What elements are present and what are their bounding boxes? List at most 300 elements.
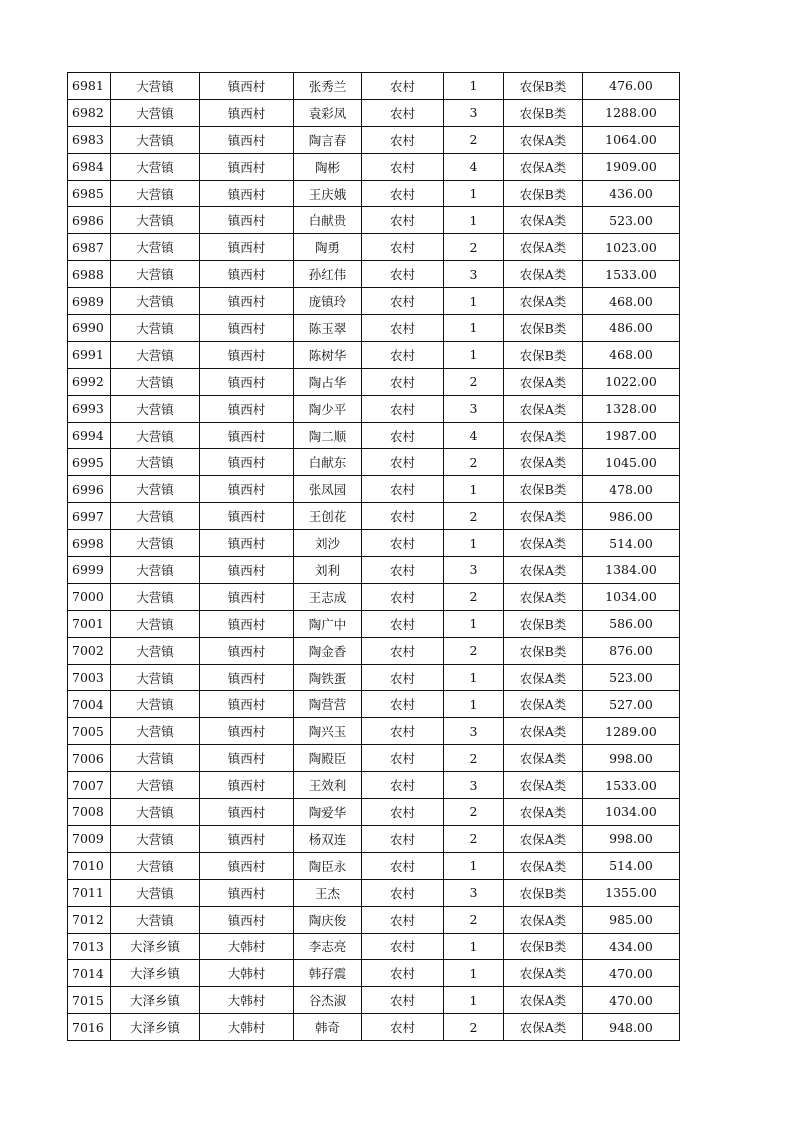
cell-amount: 1045.00 [583,449,680,476]
cell-town: 大营镇 [111,906,200,933]
cell-town: 大营镇 [111,583,200,610]
cell-village: 镇西村 [200,234,294,261]
table-row [68,637,680,664]
cell-household-size: 1 [444,288,504,315]
cell-amount: 1533.00 [583,772,680,799]
cell-household-size: 1 [444,933,504,960]
cell-type: 农村 [362,799,444,826]
cell-type: 农村 [362,126,444,153]
cell-village: 镇西村 [200,73,294,100]
cell-category: 农保B类 [504,315,583,342]
cell-household-size: 1 [444,852,504,879]
cell-name: 陶二顺 [294,422,362,449]
table-row [68,718,680,745]
cell-household-size: 2 [444,126,504,153]
cell-type: 农村 [362,368,444,395]
cell-name: 王杰 [294,879,362,906]
cell-amount: 486.00 [583,315,680,342]
cell-category: 农保B类 [504,637,583,664]
cell-name: 陶广中 [294,610,362,637]
cell-name: 杨双连 [294,825,362,852]
cell-name: 陶铁蛋 [294,664,362,691]
cell-name: 刘沙 [294,530,362,557]
cell-category: 农保A类 [504,583,583,610]
cell-id: 6998 [68,530,111,557]
cell-category: 农保A类 [504,422,583,449]
cell-village: 镇西村 [200,691,294,718]
table-row [68,557,680,584]
cell-household-size: 4 [444,422,504,449]
table-row [68,879,680,906]
cell-id: 7003 [68,664,111,691]
cell-id: 7015 [68,987,111,1014]
cell-amount: 1987.00 [583,422,680,449]
cell-village: 镇西村 [200,637,294,664]
cell-id: 6985 [68,180,111,207]
cell-town: 大营镇 [111,207,200,234]
cell-name: 张凤园 [294,476,362,503]
cell-category: 农保B类 [504,180,583,207]
cell-town: 大泽乡镇 [111,987,200,1014]
cell-category: 农保A类 [504,664,583,691]
cell-id: 6991 [68,341,111,368]
cell-town: 大营镇 [111,368,200,395]
cell-household-size: 4 [444,153,504,180]
cell-household-size: 2 [444,449,504,476]
cell-village: 镇西村 [200,449,294,476]
table-row [68,987,680,1014]
cell-name: 白献东 [294,449,362,476]
cell-town: 大营镇 [111,261,200,288]
cell-town: 大营镇 [111,691,200,718]
cell-name: 陶爱华 [294,799,362,826]
cell-category: 农保A类 [504,772,583,799]
cell-village: 镇西村 [200,395,294,422]
cell-category: 农保A类 [504,557,583,584]
table-row [68,503,680,530]
cell-name: 陈玉翠 [294,315,362,342]
cell-amount: 470.00 [583,987,680,1014]
cell-category: 农保A类 [504,503,583,530]
cell-id: 7013 [68,933,111,960]
cell-town: 大营镇 [111,772,200,799]
cell-amount: 986.00 [583,503,680,530]
table-row [68,610,680,637]
cell-household-size: 2 [444,825,504,852]
cell-household-size: 2 [444,503,504,530]
cell-amount: 1328.00 [583,395,680,422]
cell-type: 农村 [362,637,444,664]
cell-name: 孙红伟 [294,261,362,288]
cell-type: 农村 [362,852,444,879]
cell-amount: 1034.00 [583,583,680,610]
cell-amount: 1034.00 [583,799,680,826]
cell-town: 大营镇 [111,288,200,315]
cell-category: 农保A类 [504,261,583,288]
cell-village: 镇西村 [200,852,294,879]
cell-type: 农村 [362,207,444,234]
cell-type: 农村 [362,825,444,852]
cell-type: 农村 [362,99,444,126]
table-body [68,73,680,1041]
cell-type: 农村 [362,153,444,180]
table-row [68,530,680,557]
cell-name: 袁彩凤 [294,99,362,126]
cell-category: 农保A类 [504,288,583,315]
cell-amount: 523.00 [583,664,680,691]
cell-household-size: 3 [444,718,504,745]
cell-id: 7005 [68,718,111,745]
cell-household-size: 1 [444,207,504,234]
table-row [68,664,680,691]
cell-amount: 470.00 [583,960,680,987]
table-row [68,449,680,476]
cell-name: 陶臣永 [294,852,362,879]
cell-name: 张秀兰 [294,73,362,100]
cell-id: 7016 [68,1014,111,1041]
cell-town: 大营镇 [111,153,200,180]
cell-type: 农村 [362,691,444,718]
cell-name: 白献贵 [294,207,362,234]
cell-amount: 998.00 [583,825,680,852]
cell-household-size: 2 [444,799,504,826]
cell-id: 6988 [68,261,111,288]
cell-village: 镇西村 [200,583,294,610]
cell-village: 镇西村 [200,422,294,449]
cell-town: 大营镇 [111,825,200,852]
cell-amount: 1289.00 [583,718,680,745]
cell-village: 大韩村 [200,987,294,1014]
cell-id: 6993 [68,395,111,422]
cell-household-size: 3 [444,879,504,906]
table-row [68,207,680,234]
cell-amount: 476.00 [583,73,680,100]
table-row [68,933,680,960]
cell-household-size: 2 [444,234,504,261]
cell-type: 农村 [362,315,444,342]
cell-category: 农保B类 [504,476,583,503]
cell-town: 大营镇 [111,73,200,100]
cell-village: 镇西村 [200,126,294,153]
cell-id: 7008 [68,799,111,826]
cell-name: 刘利 [294,557,362,584]
cell-name: 谷杰淑 [294,987,362,1014]
table-row [68,395,680,422]
table-row [68,825,680,852]
cell-id: 6996 [68,476,111,503]
table-row [68,234,680,261]
cell-town: 大营镇 [111,341,200,368]
cell-id: 6992 [68,368,111,395]
cell-town: 大营镇 [111,126,200,153]
cell-category: 农保A类 [504,395,583,422]
cell-name: 陶少平 [294,395,362,422]
cell-household-size: 1 [444,73,504,100]
cell-category: 农保A类 [504,906,583,933]
cell-category: 农保A类 [504,234,583,261]
cell-type: 农村 [362,395,444,422]
cell-amount: 1023.00 [583,234,680,261]
table-row [68,368,680,395]
cell-id: 6981 [68,73,111,100]
cell-id: 7010 [68,852,111,879]
cell-type: 农村 [362,234,444,261]
cell-village: 镇西村 [200,530,294,557]
cell-name: 陶勇 [294,234,362,261]
cell-id: 7006 [68,745,111,772]
cell-id: 7002 [68,637,111,664]
cell-type: 农村 [362,261,444,288]
data-table [67,72,680,1041]
cell-amount: 1064.00 [583,126,680,153]
cell-town: 大营镇 [111,637,200,664]
cell-type: 农村 [362,718,444,745]
cell-id: 6989 [68,288,111,315]
cell-id: 6987 [68,234,111,261]
table-row [68,288,680,315]
cell-name: 陈树华 [294,341,362,368]
cell-village: 镇西村 [200,341,294,368]
cell-household-size: 1 [444,610,504,637]
cell-town: 大营镇 [111,718,200,745]
cell-id: 6999 [68,557,111,584]
table-row [68,852,680,879]
cell-amount: 998.00 [583,745,680,772]
cell-category: 农保A类 [504,960,583,987]
cell-id: 7007 [68,772,111,799]
cell-village: 镇西村 [200,745,294,772]
cell-village: 镇西村 [200,207,294,234]
cell-town: 大营镇 [111,234,200,261]
cell-type: 农村 [362,987,444,1014]
table-row [68,180,680,207]
cell-category: 农保B类 [504,933,583,960]
cell-town: 大营镇 [111,395,200,422]
cell-category: 农保A类 [504,799,583,826]
cell-household-size: 3 [444,772,504,799]
cell-type: 农村 [362,449,444,476]
cell-name: 陶殿臣 [294,745,362,772]
cell-name: 王庆娥 [294,180,362,207]
cell-town: 大营镇 [111,664,200,691]
table-row [68,772,680,799]
cell-name: 韩孖震 [294,960,362,987]
cell-amount: 1909.00 [583,153,680,180]
cell-category: 农保A类 [504,530,583,557]
cell-type: 农村 [362,476,444,503]
cell-name: 陶庆俊 [294,906,362,933]
cell-village: 镇西村 [200,799,294,826]
cell-type: 农村 [362,879,444,906]
cell-household-size: 1 [444,315,504,342]
cell-category: 农保B类 [504,610,583,637]
table-row [68,422,680,449]
cell-town: 大营镇 [111,745,200,772]
cell-household-size: 2 [444,368,504,395]
cell-id: 6994 [68,422,111,449]
cell-category: 农保A类 [504,825,583,852]
cell-village: 大韩村 [200,960,294,987]
cell-household-size: 3 [444,557,504,584]
cell-category: 农保A类 [504,449,583,476]
cell-household-size: 2 [444,583,504,610]
table-row [68,261,680,288]
cell-amount: 1384.00 [583,557,680,584]
table-row [68,99,680,126]
cell-amount: 468.00 [583,341,680,368]
cell-name: 韩奇 [294,1014,362,1041]
table-row [68,126,680,153]
cell-type: 农村 [362,422,444,449]
cell-household-size: 3 [444,99,504,126]
cell-name: 王志成 [294,583,362,610]
cell-village: 镇西村 [200,315,294,342]
cell-household-size: 3 [444,395,504,422]
cell-name: 王效利 [294,772,362,799]
cell-amount: 514.00 [583,530,680,557]
cell-id: 7014 [68,960,111,987]
cell-id: 7011 [68,879,111,906]
cell-amount: 527.00 [583,691,680,718]
cell-id: 7000 [68,583,111,610]
cell-amount: 436.00 [583,180,680,207]
cell-amount: 1022.00 [583,368,680,395]
cell-amount: 523.00 [583,207,680,234]
cell-name: 王创花 [294,503,362,530]
cell-id: 6995 [68,449,111,476]
cell-amount: 586.00 [583,610,680,637]
cell-name: 陶金香 [294,637,362,664]
cell-village: 镇西村 [200,99,294,126]
cell-village: 大韩村 [200,933,294,960]
cell-town: 大营镇 [111,879,200,906]
table-row [68,745,680,772]
cell-town: 大营镇 [111,476,200,503]
cell-town: 大泽乡镇 [111,933,200,960]
cell-town: 大营镇 [111,180,200,207]
cell-name: 陶占华 [294,368,362,395]
cell-town: 大营镇 [111,799,200,826]
cell-amount: 434.00 [583,933,680,960]
table-row [68,691,680,718]
cell-category: 农保B类 [504,341,583,368]
cell-town: 大营镇 [111,557,200,584]
cell-amount: 468.00 [583,288,680,315]
cell-category: 农保A类 [504,1014,583,1041]
cell-name: 陶兴玉 [294,718,362,745]
cell-village: 镇西村 [200,153,294,180]
cell-amount: 1288.00 [583,99,680,126]
cell-category: 农保A类 [504,852,583,879]
cell-id: 7004 [68,691,111,718]
cell-category: 农保A类 [504,745,583,772]
cell-category: 农保A类 [504,368,583,395]
cell-town: 大营镇 [111,852,200,879]
cell-village: 镇西村 [200,288,294,315]
cell-town: 大营镇 [111,610,200,637]
cell-id: 6982 [68,99,111,126]
cell-town: 大营镇 [111,449,200,476]
cell-household-size: 1 [444,664,504,691]
cell-category: 农保A类 [504,718,583,745]
cell-type: 农村 [362,73,444,100]
cell-household-size: 1 [444,987,504,1014]
cell-town: 大营镇 [111,422,200,449]
table-row [68,906,680,933]
cell-amount: 948.00 [583,1014,680,1041]
cell-name: 庞镇玲 [294,288,362,315]
cell-type: 农村 [362,1014,444,1041]
table-row [68,315,680,342]
cell-town: 大营镇 [111,315,200,342]
cell-village: 镇西村 [200,368,294,395]
cell-category: 农保B类 [504,879,583,906]
cell-household-size: 1 [444,691,504,718]
cell-household-size: 2 [444,637,504,664]
cell-amount: 1533.00 [583,261,680,288]
cell-category: 农保B类 [504,99,583,126]
cell-amount: 1355.00 [583,879,680,906]
cell-type: 农村 [362,745,444,772]
cell-type: 农村 [362,664,444,691]
cell-id: 7009 [68,825,111,852]
cell-id: 7001 [68,610,111,637]
cell-type: 农村 [362,180,444,207]
cell-household-size: 1 [444,530,504,557]
table-row [68,583,680,610]
cell-category: 农保A类 [504,126,583,153]
cell-name: 陶彬 [294,153,362,180]
cell-amount: 514.00 [583,852,680,879]
cell-village: 镇西村 [200,503,294,530]
cell-type: 农村 [362,530,444,557]
cell-category: 农保A类 [504,207,583,234]
cell-town: 大泽乡镇 [111,960,200,987]
cell-village: 镇西村 [200,180,294,207]
cell-type: 农村 [362,960,444,987]
cell-village: 镇西村 [200,476,294,503]
cell-type: 农村 [362,610,444,637]
cell-type: 农村 [362,288,444,315]
cell-name: 陶言春 [294,126,362,153]
cell-name: 陶营营 [294,691,362,718]
cell-name: 李志亮 [294,933,362,960]
cell-village: 镇西村 [200,610,294,637]
cell-category: 农保A类 [504,691,583,718]
cell-household-size: 1 [444,476,504,503]
cell-village: 镇西村 [200,718,294,745]
cell-town: 大营镇 [111,99,200,126]
cell-id: 6997 [68,503,111,530]
cell-household-size: 2 [444,745,504,772]
cell-type: 农村 [362,906,444,933]
cell-amount: 985.00 [583,906,680,933]
cell-id: 6986 [68,207,111,234]
cell-village: 镇西村 [200,261,294,288]
cell-id: 7012 [68,906,111,933]
cell-type: 农村 [362,557,444,584]
table-row [68,476,680,503]
cell-amount: 478.00 [583,476,680,503]
cell-town: 大泽乡镇 [111,1014,200,1041]
table-row [68,960,680,987]
cell-type: 农村 [362,583,444,610]
table-row [68,341,680,368]
cell-village: 镇西村 [200,772,294,799]
cell-town: 大营镇 [111,530,200,557]
cell-household-size: 1 [444,341,504,368]
cell-type: 农村 [362,503,444,530]
